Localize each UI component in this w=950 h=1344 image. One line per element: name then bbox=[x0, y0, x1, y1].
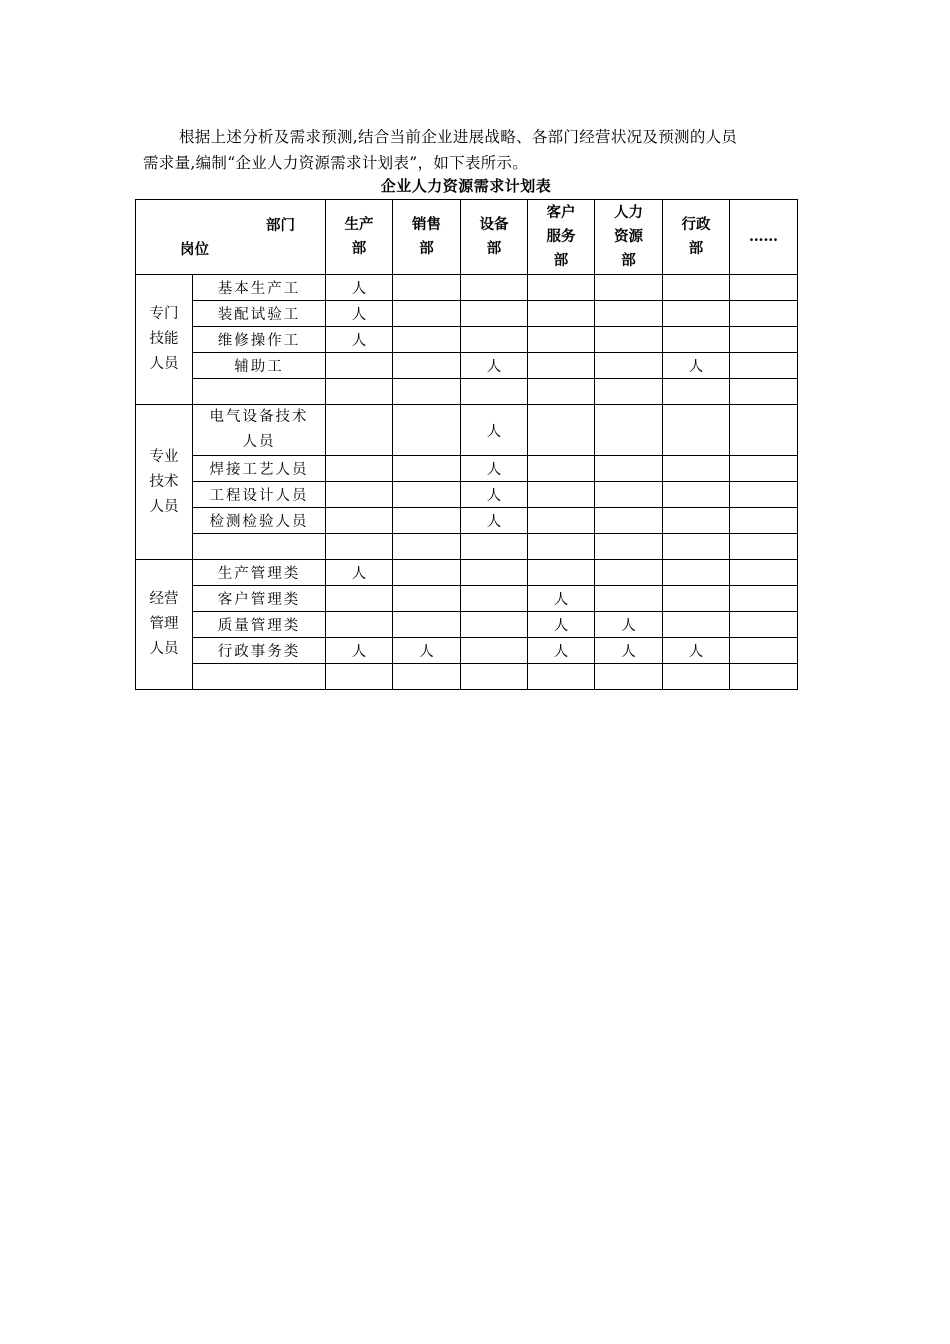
demand-cell: 人 bbox=[326, 275, 393, 301]
demand-cell bbox=[326, 405, 393, 456]
demand-cell bbox=[326, 586, 393, 612]
table-row bbox=[136, 353, 798, 379]
demand-cell bbox=[663, 508, 730, 534]
demand-cell bbox=[326, 612, 393, 638]
dept-header-5: 行政 部 bbox=[663, 200, 730, 275]
post-cell: 装配试验工 bbox=[193, 301, 326, 327]
demand-cell bbox=[528, 508, 595, 534]
table-row bbox=[136, 612, 798, 638]
dept-header-1: 销售 部 bbox=[393, 200, 461, 275]
demand-cell bbox=[326, 482, 393, 508]
demand-cell bbox=[595, 482, 663, 508]
post-cell bbox=[193, 664, 326, 690]
demand-cell bbox=[595, 301, 663, 327]
demand-cell bbox=[326, 379, 393, 405]
demand-cell bbox=[461, 560, 528, 586]
demand-cell bbox=[595, 353, 663, 379]
demand-cell bbox=[730, 275, 798, 301]
demand-cell bbox=[528, 560, 595, 586]
demand-cell bbox=[730, 353, 798, 379]
demand-cell bbox=[730, 612, 798, 638]
dept-header-3: 客户 服务 部 bbox=[528, 200, 595, 275]
group-label-1: 专业 技术 人员 bbox=[136, 405, 193, 560]
demand-cell bbox=[663, 327, 730, 353]
post-cell: 检测检验人员 bbox=[193, 508, 326, 534]
dept-header-4: 人力 资源 部 bbox=[595, 200, 663, 275]
corner-dept-label: 部门 bbox=[266, 217, 295, 234]
demand-cell bbox=[393, 508, 461, 534]
post-cell: 行政事务类 bbox=[193, 638, 326, 664]
demand-cell bbox=[393, 405, 461, 456]
demand-cell bbox=[393, 664, 461, 690]
hr-demand-plan-table bbox=[135, 199, 798, 690]
demand-cell bbox=[393, 327, 461, 353]
demand-cell bbox=[461, 379, 528, 405]
demand-cell bbox=[461, 327, 528, 353]
demand-cell: 人 bbox=[663, 638, 730, 664]
demand-cell bbox=[528, 482, 595, 508]
table-title: 企业人力资源需求计划表 bbox=[380, 177, 552, 195]
demand-cell bbox=[461, 275, 528, 301]
demand-cell bbox=[326, 664, 393, 690]
dept-header-6: …… bbox=[730, 200, 798, 275]
demand-cell bbox=[393, 275, 461, 301]
post-cell: 客户管理类 bbox=[193, 586, 326, 612]
demand-cell bbox=[595, 379, 663, 405]
table-row bbox=[136, 586, 798, 612]
demand-cell bbox=[595, 275, 663, 301]
demand-cell: 人 bbox=[326, 301, 393, 327]
demand-cell: 人 bbox=[461, 353, 528, 379]
post-cell: 焊接工艺人员 bbox=[193, 456, 326, 482]
post-cell: 电气设备技术 人员 bbox=[193, 405, 326, 456]
table-row bbox=[136, 275, 798, 301]
demand-cell bbox=[663, 379, 730, 405]
demand-cell bbox=[595, 327, 663, 353]
demand-cell bbox=[326, 534, 393, 560]
demand-cell: 人 bbox=[663, 353, 730, 379]
demand-cell bbox=[595, 508, 663, 534]
demand-cell bbox=[461, 638, 528, 664]
demand-cell bbox=[730, 379, 798, 405]
post-cell bbox=[193, 379, 326, 405]
demand-cell bbox=[730, 456, 798, 482]
table-row bbox=[136, 638, 798, 664]
post-cell: 基本生产工 bbox=[193, 275, 326, 301]
post-cell bbox=[193, 534, 326, 560]
demand-cell bbox=[663, 275, 730, 301]
demand-cell bbox=[461, 664, 528, 690]
intro-line-1: 根据上述分析及需求预测,结合当前企业进展战略、各部门经营状况及预测的人员 bbox=[179, 128, 738, 146]
table-row bbox=[136, 379, 798, 405]
demand-cell bbox=[461, 586, 528, 612]
demand-cell bbox=[663, 664, 730, 690]
demand-cell bbox=[595, 664, 663, 690]
demand-cell: 人 bbox=[528, 586, 595, 612]
demand-cell bbox=[663, 586, 730, 612]
demand-cell bbox=[730, 327, 798, 353]
demand-cell: 人 bbox=[528, 638, 595, 664]
demand-cell bbox=[528, 405, 595, 456]
group-label-0: 专门 技能 人员 bbox=[136, 275, 193, 405]
demand-cell: 人 bbox=[595, 612, 663, 638]
dept-header-2: 设备 部 bbox=[461, 200, 528, 275]
intro-paragraph bbox=[143, 124, 815, 176]
demand-cell bbox=[663, 405, 730, 456]
post-cell: 维修操作工 bbox=[193, 327, 326, 353]
demand-cell bbox=[663, 534, 730, 560]
demand-cell bbox=[595, 534, 663, 560]
demand-cell bbox=[663, 612, 730, 638]
demand-cell bbox=[528, 327, 595, 353]
table-row bbox=[136, 534, 798, 560]
demand-cell: 人 bbox=[461, 405, 528, 456]
demand-cell bbox=[528, 456, 595, 482]
corner-post-label: 岗位 bbox=[180, 241, 209, 258]
dept-header-0: 生产 部 bbox=[326, 200, 393, 275]
demand-cell bbox=[663, 456, 730, 482]
demand-cell bbox=[595, 560, 663, 586]
demand-cell bbox=[595, 456, 663, 482]
demand-cell bbox=[528, 275, 595, 301]
header-row bbox=[136, 200, 798, 275]
demand-cell bbox=[528, 664, 595, 690]
demand-cell bbox=[528, 301, 595, 327]
demand-cell bbox=[393, 612, 461, 638]
group-label-2: 经营 管理 人员 bbox=[136, 560, 193, 690]
demand-cell: 人 bbox=[326, 638, 393, 664]
demand-cell bbox=[326, 456, 393, 482]
demand-cell: 人 bbox=[461, 508, 528, 534]
post-cell: 质量管理类 bbox=[193, 612, 326, 638]
demand-cell bbox=[393, 482, 461, 508]
demand-cell bbox=[461, 301, 528, 327]
table-row bbox=[136, 456, 798, 482]
demand-cell bbox=[730, 405, 798, 456]
demand-cell bbox=[393, 456, 461, 482]
demand-cell bbox=[730, 534, 798, 560]
demand-cell bbox=[595, 586, 663, 612]
demand-cell bbox=[730, 301, 798, 327]
post-cell: 工程设计人员 bbox=[193, 482, 326, 508]
demand-cell bbox=[461, 534, 528, 560]
demand-cell bbox=[663, 301, 730, 327]
demand-cell bbox=[528, 534, 595, 560]
demand-cell bbox=[663, 482, 730, 508]
demand-cell bbox=[393, 534, 461, 560]
demand-cell: 人 bbox=[461, 482, 528, 508]
post-cell: 辅助工 bbox=[193, 353, 326, 379]
demand-cell bbox=[730, 638, 798, 664]
demand-cell bbox=[326, 353, 393, 379]
table-row bbox=[136, 327, 798, 353]
demand-cell bbox=[730, 560, 798, 586]
demand-cell bbox=[730, 508, 798, 534]
table-row bbox=[136, 508, 798, 534]
demand-cell bbox=[528, 379, 595, 405]
demand-cell bbox=[663, 560, 730, 586]
demand-cell bbox=[393, 353, 461, 379]
demand-cell bbox=[730, 664, 798, 690]
corner-header-cell bbox=[136, 200, 326, 275]
demand-cell bbox=[393, 560, 461, 586]
demand-cell bbox=[393, 586, 461, 612]
demand-cell: 人 bbox=[393, 638, 461, 664]
demand-cell: 人 bbox=[326, 327, 393, 353]
demand-cell bbox=[461, 612, 528, 638]
demand-cell bbox=[595, 405, 663, 456]
demand-cell bbox=[326, 508, 393, 534]
demand-cell: 人 bbox=[326, 560, 393, 586]
demand-cell: 人 bbox=[528, 612, 595, 638]
table-row bbox=[136, 664, 798, 690]
demand-cell bbox=[528, 353, 595, 379]
demand-cell bbox=[730, 482, 798, 508]
table-row bbox=[136, 405, 798, 456]
demand-cell bbox=[730, 586, 798, 612]
demand-cell: 人 bbox=[595, 638, 663, 664]
demand-cell: 人 bbox=[461, 456, 528, 482]
table-row bbox=[136, 301, 798, 327]
demand-cell bbox=[393, 379, 461, 405]
table-row bbox=[136, 482, 798, 508]
intro-line-2: 需求量,编制“企业人力资源需求计划表”，如下表所示。 bbox=[143, 154, 529, 172]
post-cell: 生产管理类 bbox=[193, 560, 326, 586]
demand-cell bbox=[393, 301, 461, 327]
table-row bbox=[136, 560, 798, 586]
